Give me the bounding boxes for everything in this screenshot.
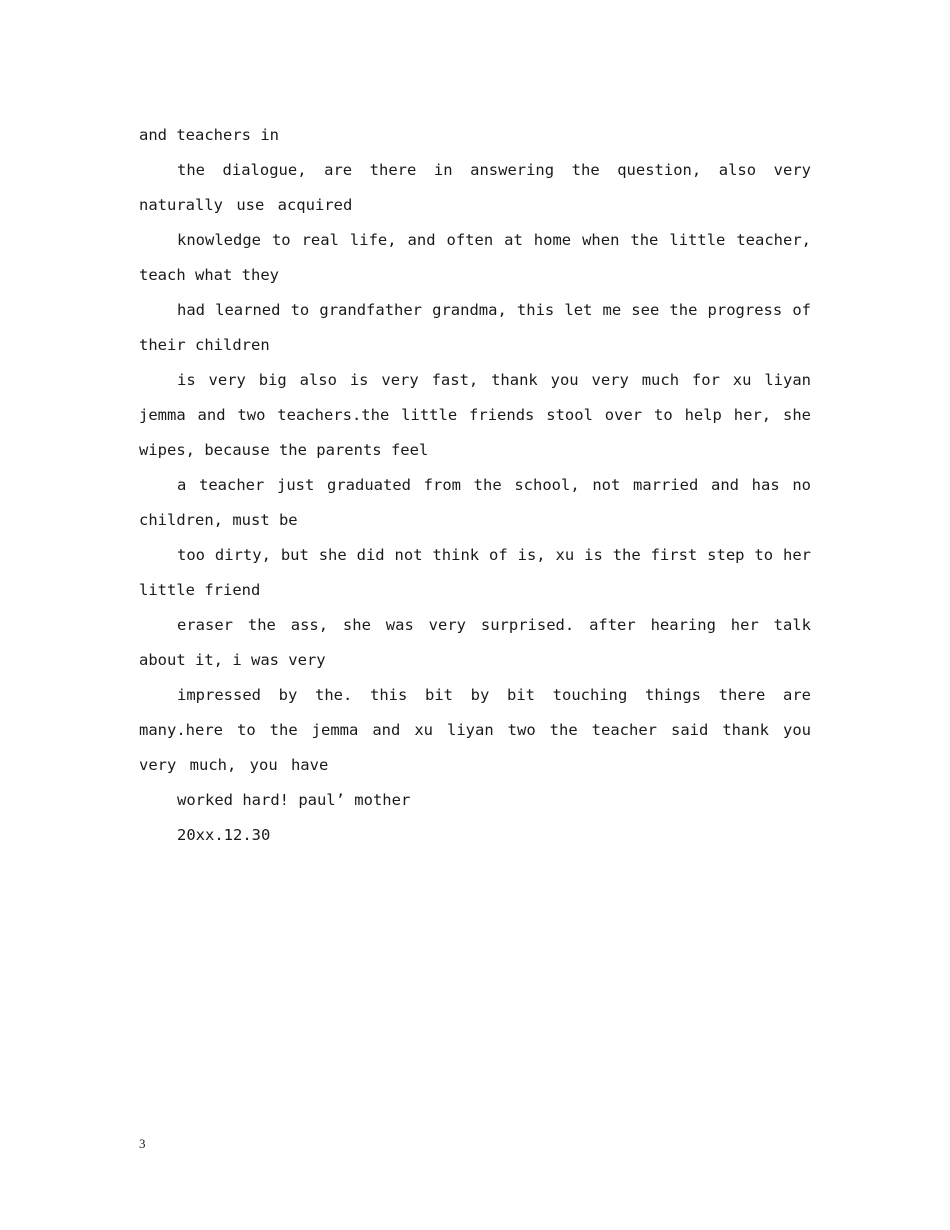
paragraph-7: too dirty, but she did not think of is, xu is the first step to her little friend — [139, 546, 811, 599]
signature-line: worked hard! paul’ mother — [177, 791, 411, 809]
paragraph-2: the dialogue, are there in answering the question, also very naturally use acquired — [139, 161, 811, 214]
page-number: 3 — [139, 1136, 146, 1151]
paragraph-4: had learned to grandfather grandma, this let me see the progress of their children — [139, 301, 811, 354]
date-line: 20xx.12.30 — [177, 826, 271, 844]
paragraph-9: impressed by the. this bit by bit touching things there are many.here to the jemma and xu liyan two the teacher said thank you very much, you have — [139, 686, 811, 774]
paragraph-8: eraser the ass, she was very surprised. after hearing her talk about it, i was very — [139, 616, 811, 669]
paragraph-1: and teachers in — [139, 126, 279, 144]
paragraph-3: knowledge to real life, and often at home when the little teacher, teach what they — [139, 231, 811, 284]
paragraph-5: is very big also is very fast, thank you very much for xu liyan jemma and two teachers.the little friends stool over to help her, she wipes, because the parents feel — [139, 371, 811, 459]
paragraph-6: a teacher just graduated from the school, not married and has no children, must be — [139, 476, 811, 529]
document-body — [139, 118, 811, 853]
